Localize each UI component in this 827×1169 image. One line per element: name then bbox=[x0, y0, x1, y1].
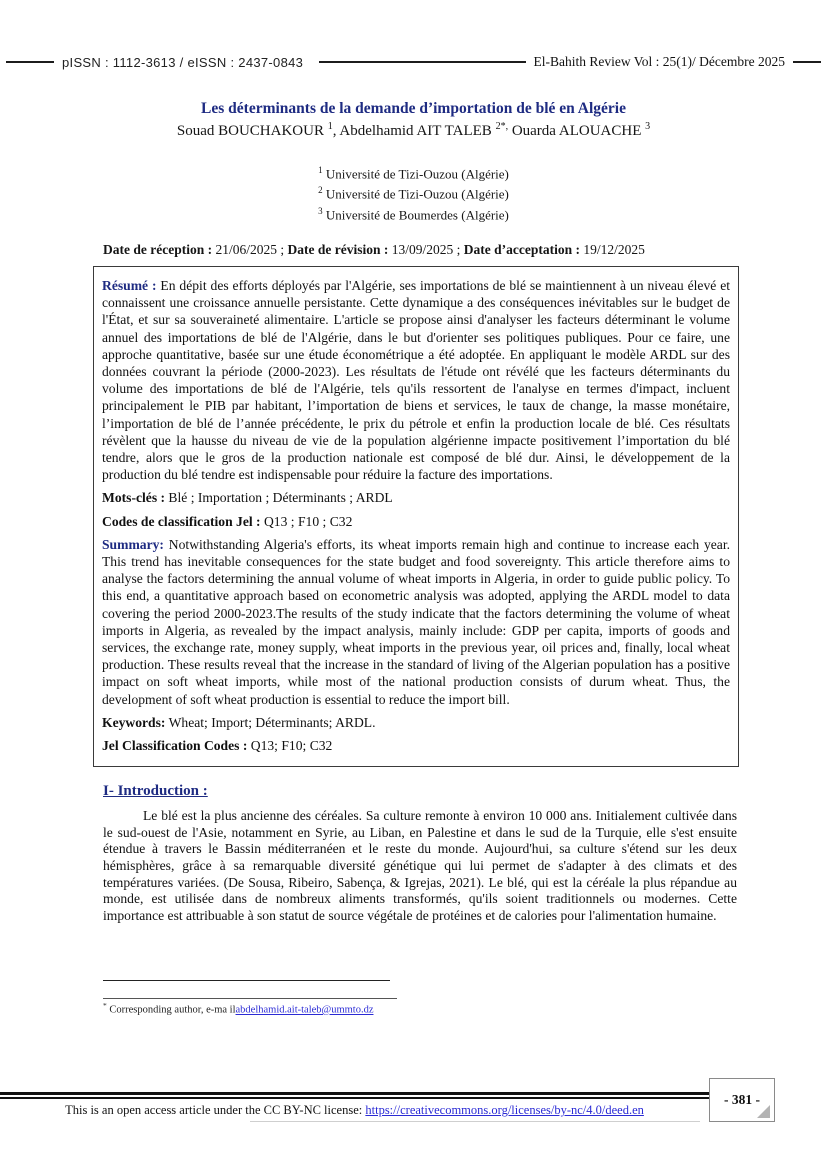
header-rule-middle bbox=[319, 61, 525, 63]
keywords-en-text: Wheat; Import; Déterminants; ARDL. bbox=[165, 714, 376, 730]
license-text: This is an open access article under the CC BY-NC license: bbox=[65, 1103, 366, 1117]
author-2: Abdelhamid AIT TALEB bbox=[339, 123, 496, 139]
abstract-en-label: Summary: bbox=[102, 536, 164, 552]
issn-text: pISSN : 1112-3613 / eISSN : 2437-0843 bbox=[62, 54, 304, 70]
keywords-fr-label: Mots-clés : bbox=[102, 490, 166, 506]
author-1-sup: 1 bbox=[327, 121, 333, 132]
footnote-area bbox=[103, 980, 743, 1016]
license-link[interactable]: https://creativecommons.org/licenses/by-nc/4.0/deed.en bbox=[365, 1103, 644, 1117]
keywords-fr bbox=[102, 489, 730, 506]
section-heading-introduction: I- Introduction : bbox=[103, 783, 208, 800]
affiliation-1: $^1$ Université de Tizi-Ouzou (Algérie) bbox=[318, 165, 509, 182]
affiliations bbox=[0, 162, 827, 223]
jel-codes-fr bbox=[102, 513, 730, 530]
corresponding-email-link[interactable]: abdelhamid.ait-taleb@ummto.dz bbox=[235, 1004, 374, 1016]
abstract-en bbox=[102, 536, 730, 708]
header-rule-left bbox=[6, 61, 54, 63]
journal-header bbox=[6, 54, 821, 70]
bottom-double-rule bbox=[0, 1092, 709, 1099]
keywords-en bbox=[102, 714, 730, 731]
affiliation-2: $^2$ Université de Tizi-Ouzou (Algérie) bbox=[318, 185, 509, 202]
footnote-marker: * bbox=[103, 1001, 107, 1010]
article-title: Les déterminants de la demande d’importation de blé en Algérie bbox=[201, 100, 626, 117]
jel-codes-en-text: Q13; F10; C32 bbox=[247, 738, 333, 754]
footnote bbox=[103, 1001, 743, 1016]
acceptation-date-value: 19/12/2025 bbox=[579, 241, 645, 257]
revision-date-value: 13/09/2025 ; bbox=[388, 241, 464, 257]
underscore-separator bbox=[103, 980, 390, 981]
authors-line: Souad BOUCHAKOUR $^1$, Abdelhamid AIT TALEB $^{2*,}$ Ouarda ALOUACHE $^3$ bbox=[176, 121, 651, 139]
journal-volume-text: El-Bahith Review Vol : 25(1)/ Décembre 2025 bbox=[533, 54, 785, 69]
introduction-paragraph: Le blé est la plus ancienne des céréales. Sa culture remonte à environ 10 000 ans. Initialement cultivée dans le sud-ouest de l'Asie, notamment en Syrie, au Liban, en Palestine et dans le sud de la Turquie, elle s'est ensuite étendue à travers le Bassin méditerranéen et le reste du monde. Aujourd'hui, sa culture s'étend sur les deux hémisphères, grâce à sa remarquable diversité génétique qui lui permet de s'adapter à des climats et des températures variées. (De Sousa, Ribeiro, Sabença, & Igrejas, 2021). Le blé, qui est la céréale la plus répandue au monde, est utilisée dans de nombreux aliments transformés, qu'ils soient traditionnels ou modernes. Cette importance est attribuable à son statut de source végétale de protéines et de calories pour l'alimentation humaine. bbox=[103, 808, 737, 923]
header-rule-right bbox=[793, 61, 821, 63]
license-underline bbox=[250, 1121, 700, 1122]
jel-codes-fr-label: Codes de classification Jel : bbox=[102, 513, 261, 529]
abstract-fr-label: Résumé : bbox=[102, 277, 157, 293]
keywords-fr-text: Blé ; Importation ; Déterminants ; ARDL bbox=[165, 490, 393, 506]
abstract-box bbox=[93, 266, 739, 767]
footnote-rule bbox=[103, 998, 397, 999]
jel-codes-en bbox=[102, 737, 730, 754]
abstract-fr bbox=[102, 277, 730, 483]
page-number: - 381 - bbox=[724, 1092, 760, 1107]
page-number-box bbox=[709, 1078, 775, 1122]
abstract-fr-text: En dépit des efforts déployés par l'Algérie, ses importations de blé se maintiennent à un niveau élevé et connaissent une croissance annuelle persistante. Cette dynamique a des conséquences inévitables sur le budget de l'État, et sur sa souveraineté alimentaire. L'article se propose ainsi d'analyser les facteurs déterminant le volume annuel des importations de blé de l'Algérie, dans le but d'orienter ses politiques publiques. Pour ce faire, une approche quantitative, basée sur une étude économétrique a été adoptée. En appliquant le modèle ARDL sur des données couvrant la période (2000-2023). Les résultats de l'étude ont révélé que les facteurs déterminants du volume des importations de blé de l'Algérie, tels qu'ils ressortent de l'analyse en termes d'impact, incluent principalement le PIB par habitant, l’importation de biens et services, le taux de change, la masse monétaire, l’importation de blé de l’année précédente, le prix du pétrole et enfin la production locale de blé. Ces résultats révèlent que la hausse du niveau de vie de la population algérienne impacte positivement l’importation du blé tendre, alors que le gros de la production nationale est composé de blé dur. Ainsi, le développement de la production du blé tendre est indispensable pour réduire la facture des importations. bbox=[102, 277, 730, 483]
author-1: Souad BOUCHAKOUR bbox=[176, 123, 328, 139]
jel-codes-fr-text: Q13 ; F10 ; C32 bbox=[260, 513, 353, 529]
jel-codes-en-label: Jel Classification Codes : bbox=[102, 738, 248, 754]
author-3: Ouarda ALOUACHE bbox=[511, 123, 646, 139]
author-2-sup: 2*, bbox=[495, 121, 509, 132]
dates-line bbox=[103, 242, 737, 258]
abstract-en-text: Notwithstanding Algeria's efforts, its wheat imports remain high and continue to increase each year. This trend has inevitable consequences for the state budget and food sovereignty. This article therefore aims to analyse the factors determining the annual volume of wheat imports in Algeria, in order to guide public policy. To this end, a quantitative approach based on econometric analysis was adopted, applying the ARDL model to data covering the period 2000-2023.The results of the study indicate that the factors determining the volume of wheat imports in Algeria, as revealed by the impact analysis, mainly include: GDP per capita, imports of goods and services, the exchange rate, money supply, wheat imports in the previous year, oil prices and, finally, local wheat production. These results reveal that the increase in the standard of living of the Algerian population has a positive impact on soft wheat imports, while most of the national production consists of durum wheat. Thus, the development of soft wheat production is essential to reduce the import bill. bbox=[102, 536, 731, 707]
keywords-en-label: Keywords: bbox=[102, 714, 166, 730]
footnote-text: Corresponding author, e-ma il bbox=[106, 1004, 236, 1016]
author-3-sup: 3 bbox=[645, 121, 651, 132]
reception-date-value: 21/06/2025 ; bbox=[212, 241, 288, 257]
license-line bbox=[0, 1103, 709, 1118]
reception-date-label: Date de réception : bbox=[103, 241, 213, 257]
acceptation-date-label: Date d’acceptation : bbox=[463, 241, 580, 257]
folded-corner-icon bbox=[757, 1105, 770, 1118]
affiliation-3: $^3$ Université de Boumerdes (Algérie) bbox=[318, 205, 509, 222]
revision-date-label: Date de révision : bbox=[287, 241, 389, 257]
